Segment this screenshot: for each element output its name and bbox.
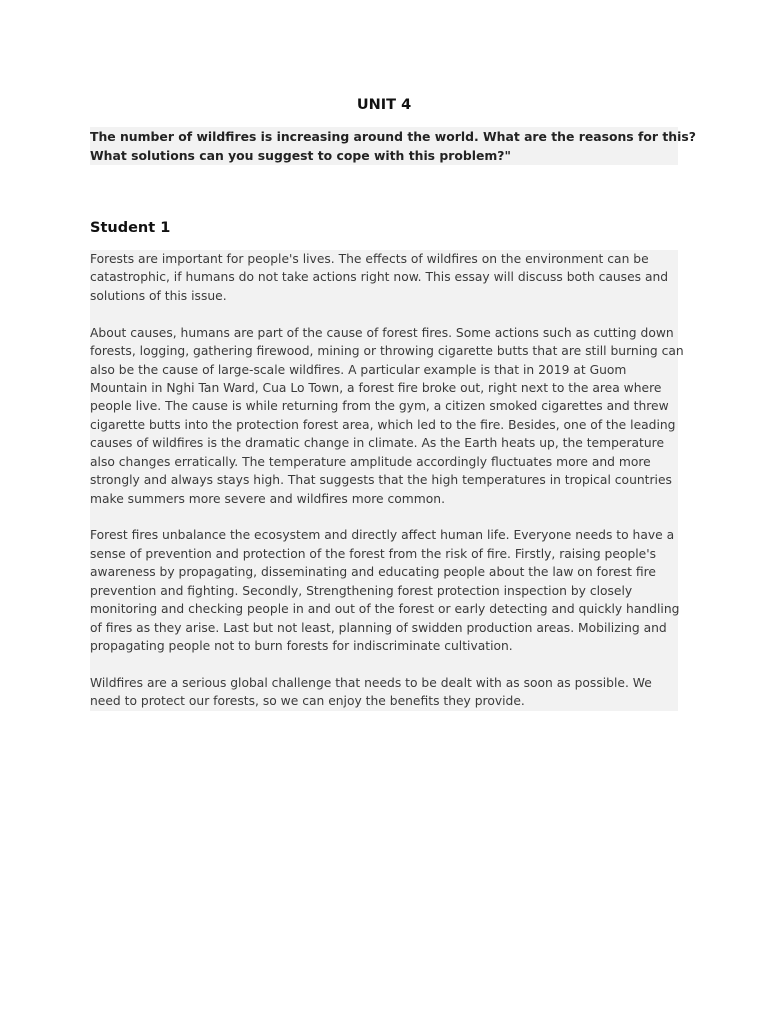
unit-title: UNIT 4 [356,97,412,113]
paragraph-line: solutions of this issue. [90,288,227,303]
paragraph-line: strongly and always stays high. That suggests that the high temperatures in tropical countries [90,473,672,488]
paragraph-line: Mountain in Nghi Tan Ward, Cua Lo Town, a forest fire broke out, right next to the area where [90,381,662,396]
essay-body [90,250,684,711]
paragraph-spacer [90,305,678,323]
paragraph-line: need to protect our forests, so we can enjoy the benefits they provide. [90,694,525,709]
paragraph-line: Forest fires unbalance the ecosystem and directly affect human life. Everyone needs to have a [90,528,675,543]
paragraph-line: propagating people not to burn forests for indiscriminate cultivation. [90,639,513,654]
paragraph-line: monitoring and checking people in and out of the forest or early detecting and quickly handling [90,602,680,617]
paragraph-line: also changes erratically. The temperature amplitude accordingly fluctuates more and more [90,454,651,469]
paragraph-line: also be the cause of large-scale wildfires. A particular example is that in 2019 at Guom [90,362,627,377]
paragraph-line: Wildfires are a serious global challenge that needs to be dealt with as soon as possible. We [90,675,652,690]
essay-paragraph-causes [90,324,684,509]
paragraph-line: prevention and fighting. Secondly, Strengthening forest protection inspection by closely [90,583,633,598]
essay-prompt-line: What solutions can you suggest to cope with this problem?" [90,147,511,163]
paragraph-line: Forests are important for people's lives. The effects of wildfires on the environment can be [90,252,649,266]
paragraph-line: cigarette butts into the protection forest area, which led to the fire. Besides, one of the leading [90,417,676,432]
student-heading: Student 1 [90,220,171,236]
paragraph-line: people live. The cause is while returning from the gym, a citizen smoked cigarettes and threw [90,399,669,414]
essay-paragraph-conclusion [90,674,678,711]
paragraph-line: of fires as they arise. Last but not least, planning of swidden production areas. Mobilizing and [90,620,667,635]
paragraph-line: causes of wildfires is the dramatic change in climate. As the Earth heats up, the temperature [90,436,665,451]
essay-paragraph-solutions [90,526,678,655]
paragraph-line: About causes, humans are part of the cause of forest fires. Some actions such as cutting down [90,325,674,340]
paragraph-line: forests, logging, gathering firewood, mining or throwing cigarette butts that are still burning can [90,344,684,359]
essay-prompt-line: The number of wildfires is increasing around the world. What are the reasons for this? [90,129,696,144]
paragraph-spacer [90,656,678,674]
paragraph-spacer [90,508,678,526]
essay-paragraph-intro [90,250,678,305]
paragraph-line: awareness by propagating, disseminating and educating people about the law on forest fire [90,565,656,580]
essay-prompt [90,127,696,165]
paragraph-line: make summers more severe and wildfires more common. [90,491,445,506]
paragraph-line: catastrophic, if humans do not take actions right now. This essay will discuss both causes and [90,270,669,285]
paragraph-line: sense of prevention and protection of the forest from the risk of fire. Firstly, raising people's [90,546,657,561]
